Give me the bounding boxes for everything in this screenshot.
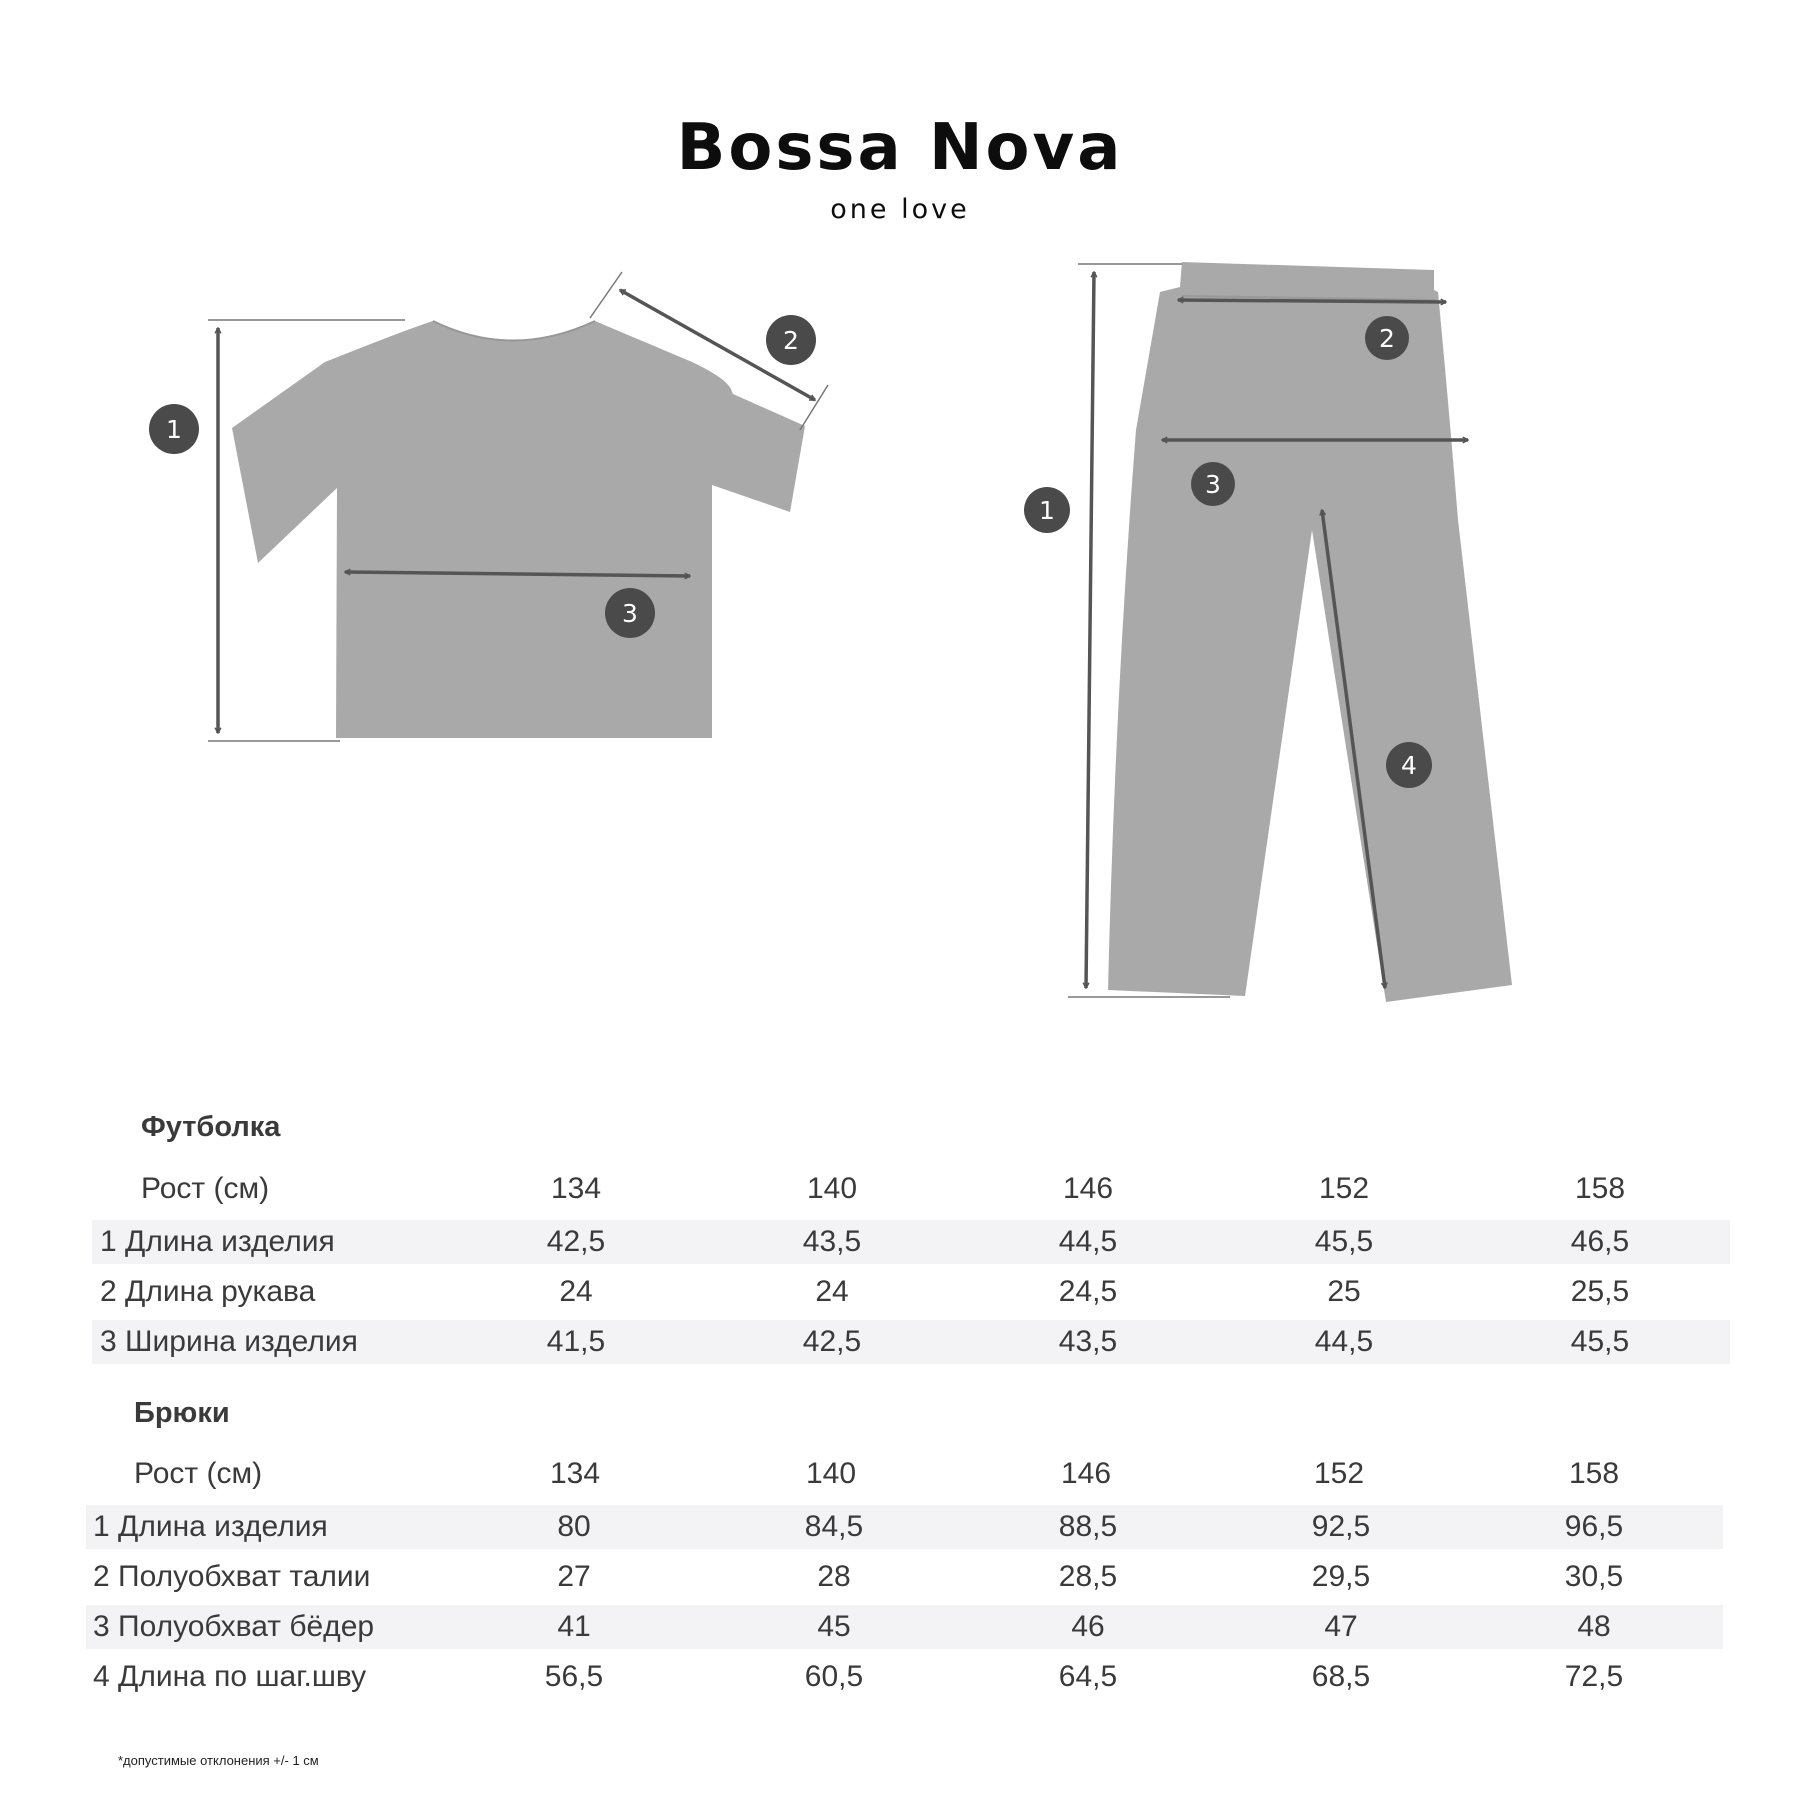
- svg-text:1: 1: [166, 415, 182, 444]
- table-row: [92, 1220, 1730, 1264]
- tshirt-height-row: [92, 1167, 1730, 1211]
- row-value: 30,5: [1564, 1560, 1624, 1593]
- height-value: 158: [1574, 1172, 1626, 1205]
- row-value: 29,5: [1311, 1560, 1371, 1593]
- row-value: 56,5: [544, 1660, 604, 1693]
- row-value: 46: [1071, 1610, 1105, 1643]
- row-value: 96,5: [1564, 1510, 1624, 1543]
- row-value: 88,5: [1058, 1510, 1118, 1543]
- row-label: 1 Длина изделия: [100, 1225, 335, 1258]
- row-value: 45: [817, 1610, 851, 1643]
- height-value: 134: [549, 1457, 601, 1490]
- svg-text:2: 2: [1379, 324, 1395, 353]
- table-row: [92, 1270, 1730, 1314]
- row-value: 64,5: [1058, 1660, 1118, 1693]
- footnote: *допустимые отклонения +/- 1 см: [118, 1753, 319, 1768]
- pants-badge-3: [1191, 462, 1235, 506]
- row-value: 25: [1327, 1275, 1361, 1308]
- row-label: 2 Длина рукава: [100, 1275, 316, 1308]
- table-row: [92, 1320, 1730, 1364]
- pants-length-arrow: [1086, 272, 1094, 988]
- row-value: 68,5: [1311, 1660, 1371, 1693]
- pants-badge-4: [1386, 742, 1432, 788]
- row-value: 27: [557, 1560, 591, 1593]
- row-value: 43,5: [802, 1225, 862, 1258]
- row-value: 84,5: [804, 1510, 864, 1543]
- row-value: 46,5: [1570, 1225, 1630, 1258]
- svg-text:2: 2: [783, 326, 799, 355]
- table-row: [86, 1655, 1723, 1699]
- row-value: 44,5: [1314, 1325, 1374, 1358]
- row-value: 43,5: [1058, 1325, 1118, 1358]
- pants-badge-2: [1365, 316, 1409, 360]
- row-label: 3 Ширина изделия: [100, 1325, 358, 1358]
- row-value: 42,5: [802, 1325, 862, 1358]
- table-row: [86, 1605, 1723, 1649]
- brand-title: Bossa Nova: [676, 111, 1124, 185]
- row-value: 41,5: [546, 1325, 606, 1358]
- tshirt-shape: [232, 321, 805, 738]
- height-label: Рост (см): [134, 1457, 263, 1490]
- row-value: 92,5: [1311, 1510, 1371, 1543]
- row-value: 60,5: [804, 1660, 864, 1693]
- row-value: 25,5: [1570, 1275, 1630, 1308]
- table-row: [86, 1505, 1723, 1549]
- height-value: 152: [1318, 1172, 1370, 1205]
- row-label: 4 Длина по шаг.шву: [93, 1660, 367, 1693]
- pants-height-row: [86, 1452, 1723, 1496]
- pants-badge-1: [1024, 487, 1070, 533]
- height-label: Рост (см): [141, 1172, 270, 1205]
- row-value: 44,5: [1058, 1225, 1118, 1258]
- tshirt-badge-1: [149, 404, 199, 454]
- tshirt-diagram: [149, 272, 828, 741]
- height-value: 158: [1568, 1457, 1620, 1490]
- row-value: 24,5: [1058, 1275, 1118, 1308]
- row-value: 72,5: [1564, 1660, 1624, 1693]
- row-value: 80: [557, 1510, 591, 1543]
- row-value: 47: [1324, 1610, 1358, 1643]
- pants-diagram: [1024, 262, 1512, 1002]
- height-value: 152: [1313, 1457, 1365, 1490]
- brand-tagline: one love: [830, 194, 970, 225]
- tshirt-guide-sleeve: [800, 385, 828, 430]
- row-value: 45,5: [1570, 1325, 1630, 1358]
- pants-shape: [1108, 262, 1512, 1002]
- tshirt-badge-2: [766, 315, 816, 365]
- svg-text:4: 4: [1401, 751, 1417, 780]
- row-label: 1 Длина изделия: [93, 1510, 328, 1543]
- height-value: 146: [1060, 1457, 1112, 1490]
- height-value: 146: [1062, 1172, 1114, 1205]
- row-value: 28,5: [1058, 1560, 1118, 1593]
- row-value: 24: [815, 1275, 849, 1308]
- row-value: 48: [1577, 1610, 1611, 1643]
- tshirt-table-title: Футболка: [141, 1111, 281, 1143]
- svg-text:3: 3: [1205, 470, 1221, 499]
- svg-text:1: 1: [1039, 496, 1055, 525]
- height-value: 140: [805, 1457, 857, 1490]
- table-row: [86, 1555, 1723, 1599]
- row-value: 45,5: [1314, 1225, 1374, 1258]
- row-value: 42,5: [546, 1225, 606, 1258]
- height-value: 140: [806, 1172, 858, 1205]
- row-label: 3 Полуобхват бёдер: [93, 1610, 375, 1643]
- row-value: 41: [557, 1610, 591, 1643]
- tshirt-badge-3: [605, 588, 655, 638]
- pants-table-title: Брюки: [134, 1397, 230, 1429]
- height-value: 134: [550, 1172, 602, 1205]
- tshirt-guide-shoulder: [590, 272, 622, 318]
- row-label: 2 Полуобхват талии: [93, 1560, 371, 1593]
- svg-text:3: 3: [622, 599, 638, 628]
- pants-waist-arrow: [1178, 300, 1446, 302]
- row-value: 24: [559, 1275, 593, 1308]
- row-value: 28: [817, 1560, 851, 1593]
